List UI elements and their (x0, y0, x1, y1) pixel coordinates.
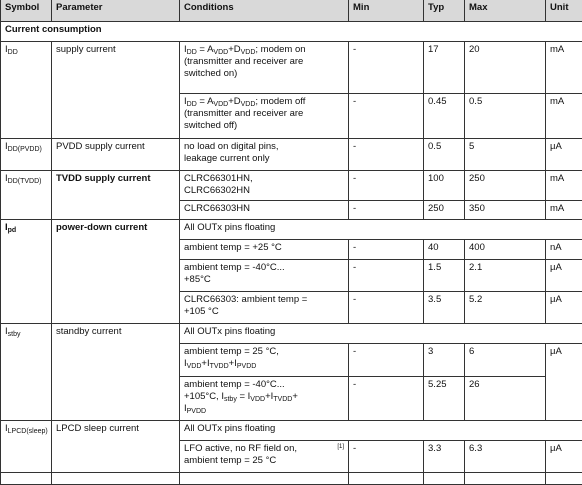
min-cell: - (349, 201, 424, 220)
typ-cell: 3.5 (424, 292, 465, 324)
condition-cell: All OUTx pins floating (180, 220, 582, 240)
parameter-cell: LPCD sleep current (52, 421, 180, 473)
table-row (1, 421, 582, 441)
header-symbol: Symbol (1, 0, 52, 22)
min-cell: - (349, 377, 424, 421)
symbol-cell: $I_{stby}$ (1, 324, 52, 421)
section-title: Current consumption (1, 22, 582, 42)
condition-cell: All OUTx pins floating (180, 324, 582, 344)
condition-cell: CLRC66303HN (180, 201, 315, 220)
max-cell: 400 (465, 240, 546, 260)
header-typ: Typ (424, 0, 465, 22)
table-row (1, 324, 582, 344)
max-cell: 6 (465, 344, 546, 377)
unit-cell: μA (546, 292, 582, 324)
condition-cell: CLRC66301HN, CLRC66302HN (180, 171, 315, 201)
condition-cell: All OUTx pins floating (180, 421, 582, 441)
typ-cell: 250 (424, 201, 465, 220)
max-cell: 6.3 (465, 441, 546, 473)
condition-cell: $I_{DD} = A_{VDD}+D_{VDD}$; modem off (transmitter and receiver are switched off) (180, 94, 315, 139)
header-unit: Unit (546, 0, 582, 22)
min-cell: - (349, 344, 424, 377)
max-cell: 250 (465, 171, 546, 201)
max-cell: 0.5 (465, 94, 546, 139)
condition-cell: ambient temp = -40°C... +105°C, $I_{stby} = I_{VDD}+I_{TVDD}+ I_{PVDD}$ (180, 377, 315, 421)
condition-cell: LFO active, no RF field on, ambient temp = 25 °C (180, 441, 315, 473)
header-min: Min (349, 0, 424, 22)
table-row (1, 220, 582, 240)
section-row (1, 22, 582, 42)
typ-cell: 3 (424, 344, 465, 377)
condition-cell: ambient temp = -40°C... +85°C (180, 260, 315, 292)
symbol-cell: $I_{pd}$ (1, 220, 52, 324)
unit-cell: μA (546, 441, 582, 473)
typ-cell: 3.3 (424, 441, 465, 473)
table-row (1, 171, 582, 201)
unit-cell: mA (546, 42, 582, 94)
max-cell: 350 (465, 201, 546, 220)
typ-cell: 1.5 (424, 260, 465, 292)
min-cell: - (349, 240, 424, 260)
max-cell: 5.2 (465, 292, 546, 324)
parameter-cell: supply current (52, 42, 180, 139)
max-cell: 20 (465, 42, 546, 94)
typ-cell: 100 (424, 171, 465, 201)
symbol-cell: $I_{DD(TVDD)}$ (1, 171, 52, 220)
max-cell: 26 (465, 377, 546, 421)
parameter-cell: TVDD supply current (52, 171, 180, 220)
min-cell: - (349, 441, 424, 473)
unit-cell: mA (546, 171, 582, 201)
min-cell: - (349, 94, 424, 139)
unit-cell: mA (546, 94, 582, 139)
footnote-ref: [1] (337, 444, 344, 450)
condition-cell: $I_{DD} = A_{VDD}+D_{VDD}$; modem on (transmitter and receiver are switched on) (180, 42, 315, 94)
typ-cell: 0.5 (424, 139, 465, 171)
typ-cell: 0.45 (424, 94, 465, 139)
header-parameter: Parameter (52, 0, 180, 22)
typ-cell: 40 (424, 240, 465, 260)
symbol-cell: $I_{DD}$ (1, 42, 52, 139)
parameter-cell: PVDD supply current (52, 139, 180, 171)
parameter-cell: standby current (52, 324, 180, 421)
condition-cell: ambient temp = 25 °C, $I_{VDD}+I_{TVDD}+I_{PVDD}$ (180, 344, 315, 377)
typ-cell: 17 (424, 42, 465, 94)
header-conditions: Conditions (180, 0, 349, 22)
parameter-cell: power-down current (52, 220, 180, 324)
symbol-cell: $I_{DD(PVDD)}$ (1, 139, 52, 171)
typ-cell: 5.25 (424, 377, 465, 421)
min-cell: - (349, 292, 424, 324)
condition-cell: no load on digital pins, leakage current only (180, 139, 315, 171)
min-cell: - (349, 139, 424, 171)
unit-cell: μA (546, 260, 582, 292)
condition-cell: CLRC66303: ambient temp = +105 °C (180, 292, 315, 324)
table-row (1, 473, 582, 485)
min-cell: - (349, 260, 424, 292)
max-cell: 2.1 (465, 260, 546, 292)
unit-cell: μA (546, 139, 582, 171)
unit-cell: mA (546, 201, 582, 220)
min-cell: - (349, 42, 424, 94)
symbol-cell: $I_{LPCD(sleep)}$ (1, 421, 52, 473)
header-max: Max (465, 0, 546, 22)
unit-cell: nA (546, 240, 582, 260)
table-row (1, 139, 582, 171)
min-cell: - (349, 171, 424, 201)
table-row (1, 42, 582, 94)
condition-cell: ambient temp = +25 °C (180, 240, 315, 260)
max-cell: 5 (465, 139, 546, 171)
unit-cell: μA (546, 344, 582, 421)
header-row (1, 0, 582, 22)
